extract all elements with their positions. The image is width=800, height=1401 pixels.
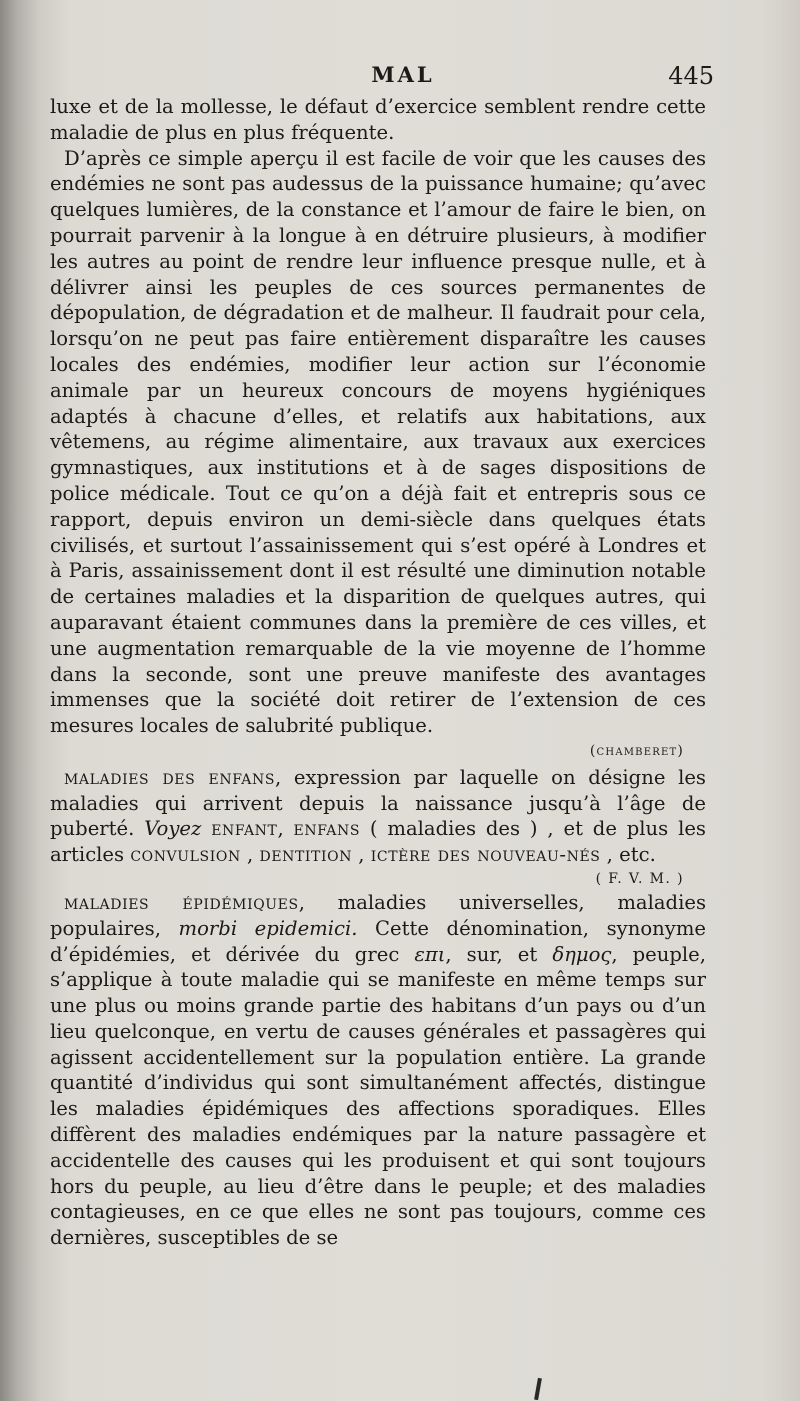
entry-text: , expression par laquelle on désigne les maladies qui arrivent depuis la naissance jusqu’à l’âge de puberté. bbox=[50, 765, 706, 841]
entry-text: , peuple, s’applique à toute maladie qui se manifeste en même temps sur une plus ou moins grande partie des habitans d’un pays ou d’un lieu quelconque, en vertu de causes générales et passagères qui agissent accidentellement sur la population entière. La grande quantité d’individus qui sont simultanément affectés, distingue les maladies épidémiques des affections sporadiques. Elles diffèrent des maladies endémiques par la nature passagère et accidentelle des causes qui les produisent et qui sont toujours hors du peuple, au lieu d’être dans le peuple; et des maladies contagieuses, en ce que elles ne sont pas toujours, comme ces dernières, susceptibles de se bbox=[50, 942, 707, 1250]
latin-term: morbi epidemici. bbox=[178, 916, 358, 940]
entry-text: , maladies universelles, maladies populaires, bbox=[50, 890, 706, 940]
entry-headword: maladies des enfans bbox=[64, 765, 276, 789]
separator: , bbox=[352, 843, 371, 867]
greek-term: επι bbox=[414, 942, 446, 966]
cross-reference-term: ictère des nouveau-nés bbox=[370, 843, 601, 867]
page-number: 445 bbox=[668, 62, 714, 90]
paragraph-endemies: D’après ce simple aperçu il est facile de voir que les causes des endémies ne sont pas audessus de la puissance humaine; qu’avec quelques lumières, de la constance et l’amour de faire le bien, on pourrait parvenir à la longue à en détruire plusieurs, à modifier les autres au point de rendre leur influence presque nulle, et à délivrer ainsi les peuples de ces sources permanentes de dépopulation, de dégradation et de malheur. Il faudrait pour cela, lorsqu’on ne peut pas faire entièrement disparaître les causes locales des endémies, modifier leur action sur l’économie animale par un heureux concours de moyens hygiéniques adaptés à chacune d’elles, et relatifs aux habitations, aux vêtemens, au régime alimentaire, aux travaux aux exercices gymnastiques, aux institutions et à de sages dispositions de police médicale. Tout ce qu’on a déjà fait et entrepris sous ce rapport, depuis environ un demi-siècle dans quelques états civilisés, et surtout l’assainissement qui s’est opéré à Londres et à Paris, assainissement dont il est résulté une diminution notable de certaines maladies et la disparition de quelques autres, qui auparavant étaient communes dans la première de ces villes, et une augmentation remarquable de la vie moyenne de l’homme dans la seconde, sont une preuve manifeste des avantages immenses que la société doit retirer de l’extension de ces mesures locales de salubrité publique. bbox=[50, 146, 706, 738]
entry-maladies-epidemiques bbox=[50, 890, 706, 1251]
author-signature-fvm: ( F. V. M. ) bbox=[595, 870, 684, 887]
cross-reference-term: enfans bbox=[293, 817, 361, 841]
entry-text: ( maladies des ) , et de plus les articles bbox=[50, 817, 706, 867]
cross-reference-term: convulsion bbox=[130, 843, 241, 867]
running-head: MAL bbox=[371, 62, 435, 87]
separator: , bbox=[240, 843, 260, 867]
cross-reference-term: enfant bbox=[211, 817, 278, 841]
entry-headword: maladies épidémiques bbox=[64, 890, 299, 914]
entry-text: , etc. bbox=[600, 843, 656, 867]
entry-maladies-des-enfans bbox=[50, 765, 706, 868]
entry-text: Cette dénomination, synonyme d’épidémies, et dérivée du grec bbox=[50, 916, 706, 966]
paragraph-continued: luxe et de la mollesse, le défaut d’exercice semblent rendre cette maladie de plus en plus fréquente. bbox=[50, 95, 706, 144]
separator: , bbox=[277, 817, 294, 841]
author-signature-chamberet: (chamberet) bbox=[589, 742, 684, 759]
page-header bbox=[52, 58, 714, 98]
ink-mark bbox=[534, 1378, 542, 1400]
page-body bbox=[50, 94, 706, 1251]
greek-term: δημος bbox=[552, 942, 612, 966]
cross-reference-voyez: Voyez bbox=[144, 817, 202, 841]
entry-text: , sur, et bbox=[445, 942, 553, 966]
cross-reference-term: dentition bbox=[259, 843, 353, 867]
